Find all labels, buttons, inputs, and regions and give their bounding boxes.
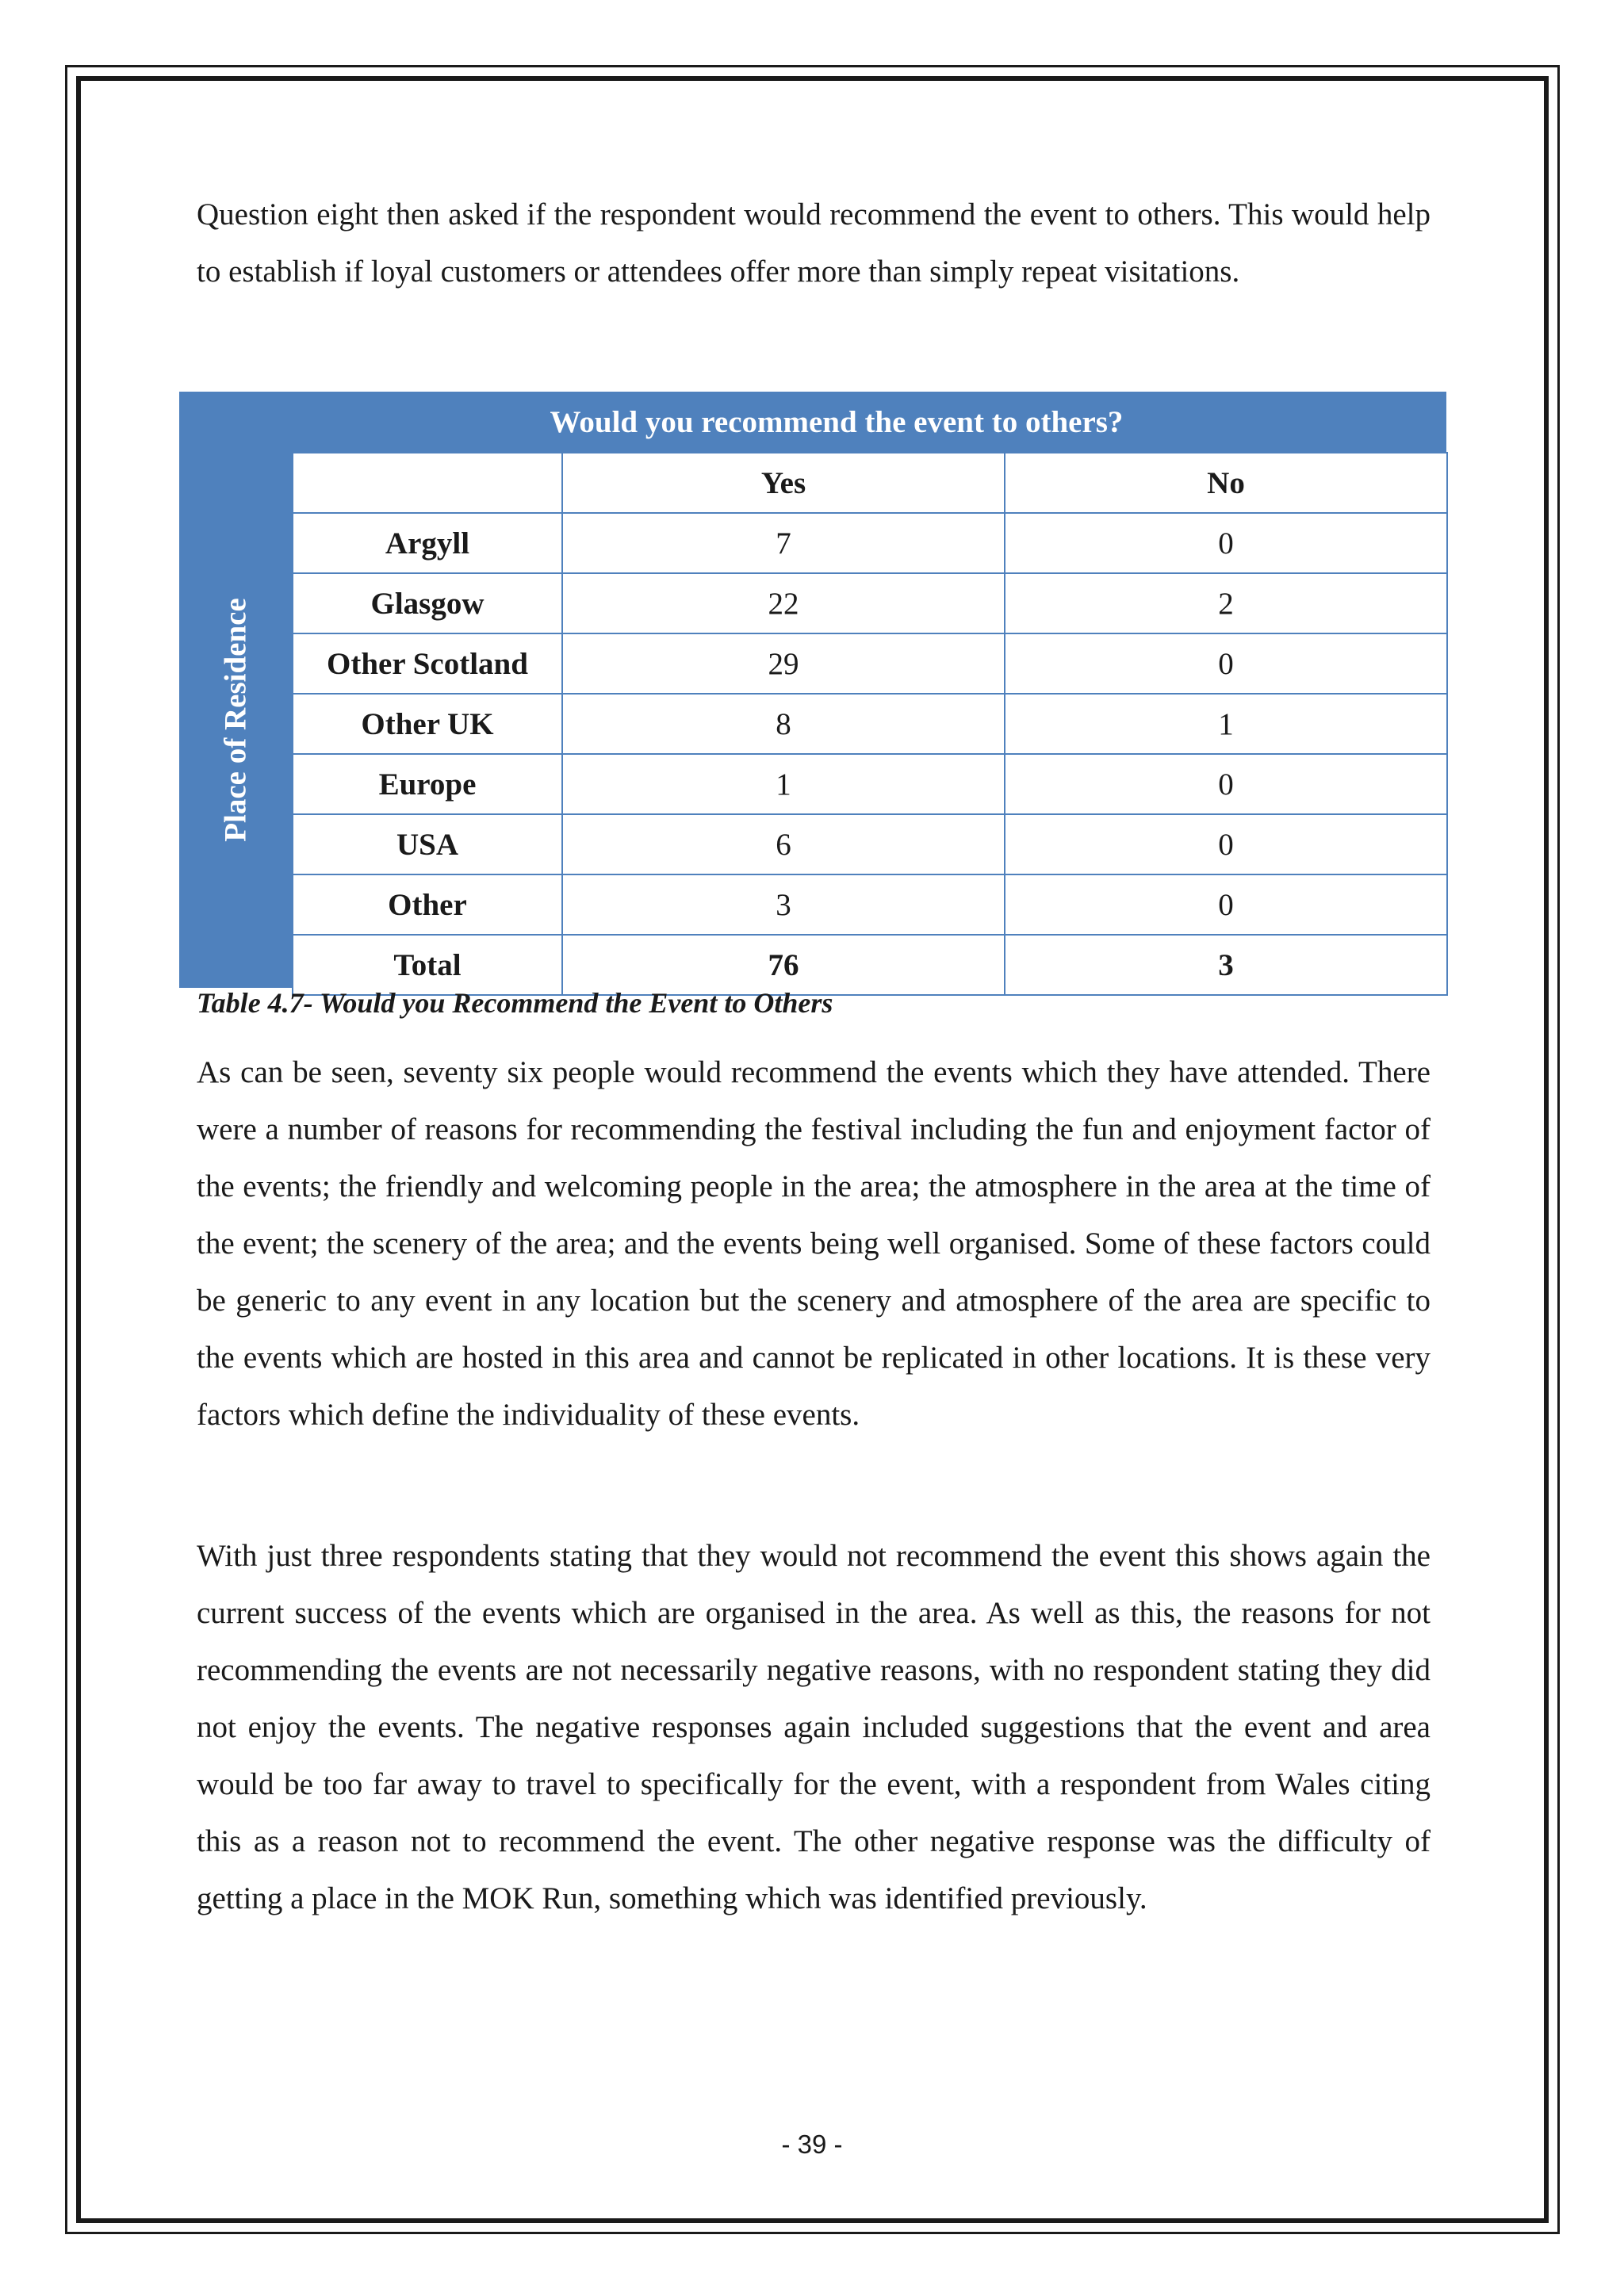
side-label-place-of-residence: Place of Residence [218,598,253,842]
cell-no: 0 [1005,513,1447,573]
cell-yes: 8 [562,694,1005,754]
table-header-row [293,453,1447,513]
total-yes: 76 [562,935,1005,995]
cell-yes: 22 [562,573,1005,633]
cell-no: 1 [1005,694,1447,754]
cell-yes: 29 [562,633,1005,694]
table-row [293,694,1447,754]
cell-no: 2 [1005,573,1447,633]
table-body [292,452,1448,996]
table-row [293,814,1447,874]
row-label: Other UK [293,694,562,754]
table-row [293,874,1447,935]
cell-yes: 1 [562,754,1005,814]
table-side-bar [179,452,292,988]
table-caption: Table 4.7- Would you Recommend the Event to Others [197,987,833,1019]
cell-no: 0 [1005,814,1447,874]
row-label: USA [293,814,562,874]
total-label: Total [293,935,562,995]
header-no: No [1005,453,1447,513]
table-row [293,633,1447,694]
recommend-table [179,392,1446,988]
row-label: Other [293,874,562,935]
cell-no: 0 [1005,633,1447,694]
page-number: - 39 - [781,2130,843,2159]
cell-yes: 3 [562,874,1005,935]
table-title: Would you recommend the event to others? [179,392,1446,452]
total-no: 3 [1005,935,1447,995]
header-empty-cell [293,453,562,513]
table-row [293,754,1447,814]
row-label: Other Scotland [293,633,562,694]
row-label: Argyll [293,513,562,573]
cell-no: 0 [1005,754,1447,814]
table-row [293,573,1447,633]
paragraph-reasons-not-recommend: With just three respondents stating that they would not recommend the event this shows again the current success of the events which are organised in the area. As well as this, the reasons for not recommending the events are not necessarily negative reasons, with no respondent stating they did not enjoy the events. The negative responses again included suggestions that the event and area would be too far away to travel to specifically for the event, with a respondent from Wales citing this as a reason not to recommend the event. The other negative response was the difficulty of getting a place in the MOK Run, something which was identified previously. [197,1539,1431,1915]
header-yes: Yes [562,453,1005,513]
table-row [293,513,1447,573]
paragraph-reasons-recommend: As can be seen, seventy six people would recommend the events which they have attended. There were a number of reasons for recommending the festival including the fun and enjoyment factor of the events; the friendly and welcoming people in the area; the atmosphere in the area at the time of the event; the scenery of the area; and the events being well organised. Some of these factors could be generic to any event in any location but the scenery and atmosphere of the area are specific to the events which are hosted in this area and cannot be replicated in other locations. It is these very factors which define the individuality of these events. [197,1055,1431,1432]
cell-no: 0 [1005,874,1447,935]
cell-yes: 6 [562,814,1005,874]
paragraph-intro: Question eight then asked if the respondent would recommend the event to others. This would help to establish if loyal customers or attendees offer more than simply repeat visitations. [197,197,1431,289]
row-label: Glasgow [293,573,562,633]
row-label: Europe [293,754,562,814]
cell-yes: 7 [562,513,1005,573]
